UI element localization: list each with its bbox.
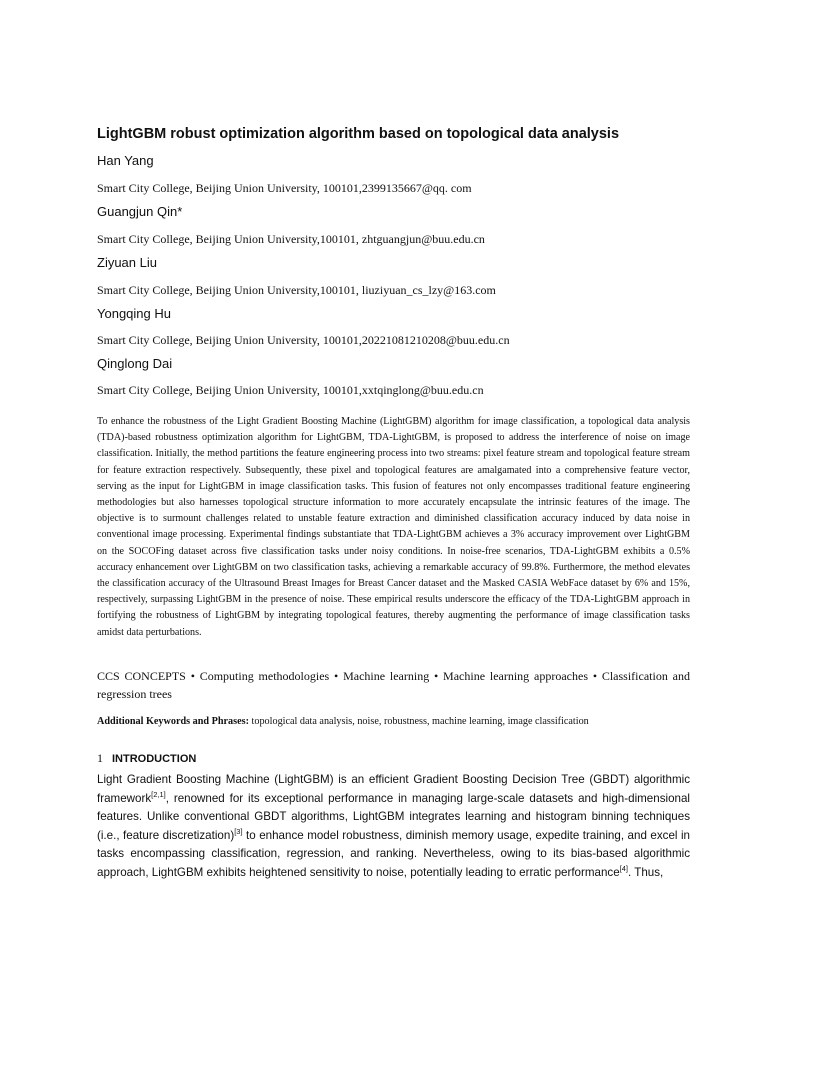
- section-heading: [97, 751, 196, 767]
- citation: [4]: [619, 863, 629, 873]
- intro-paragraph: [97, 771, 690, 882]
- author-name: Yongqing Hu: [97, 306, 171, 321]
- author-name: Qinglong Dai: [97, 356, 173, 371]
- keywords-line: [97, 714, 717, 729]
- abstract-paragraph: To enhance the robustness of the Light Gradient Boosting Machine (LightGBM) algorithm for image classification, a topological data analysis (TDA)-based robustness optimization algorithm for LightGBM, TDA-LightGBM, is proposed to address the interference of noise on image classification. Initially, the method partitions the feature engineering process into two streams: pixel feature stream and topological feature stream for feature extraction respectively. Subsequently, these pixel and topological features are amalgamated into a comprehensive feature vector, serving as the input for LightGBM in image classification tasks. This fusion of features not only encompasses traditional feature engineering methodologies but also harnesses topological structure information to more accurately encapsulate the intrinsic features of the image. The objective is to surmount challenges related to unstable feature extraction and diminished classification accuracy induced by data noise in conventional image processing. Experimental findings substantiate that TDA-LightGBM achieves a 3% accuracy improvement over LightGBM on the SOCOFing dataset across five classification tasks under noisy conditions. In noise-free scenarios, TDA-LightGBM exhibits a 0.5% accuracy enhancement over LightGBM on two classification tasks, achieving a remarkable accuracy of 99.8%. Furthermore, the method elevates the classification accuracy of the Ultrasound Breast Images for Breast Cancer dataset and the Masked CASIA WebFace dataset by 6% and 15%, respectively, surpassing LightGBM in the presence of noise. These empirical results underscore the efficacy of the TDA-LightGBM approach in fortifying the robustness of LightGBM by integrating topological features, thereby augmenting the performance of image classification tasks amidst data perturbations.: [97, 416, 690, 638]
- author-name: Guangjun Qin*: [97, 204, 183, 219]
- section-title: INTRODUCTION: [112, 753, 197, 765]
- intro-text: Light Gradient Boosting Machine (LightGBM) is an efficient Gradient Boosting Decision Tree (GBDT) algorithmic framework: [97, 773, 690, 805]
- intro-text: . Thus,: [628, 865, 664, 879]
- author-affiliation: Smart City College, Beijing Union University, 100101,20221081210208@buu.edu.cn: [97, 333, 510, 347]
- author-affiliation: Smart City College, Beijing Union University, 100101,xxtqinglong@buu.edu.cn: [97, 383, 484, 397]
- author-affiliation: Smart City College, Beijing Union University, 100101,2399135667@qq. com: [97, 181, 472, 195]
- intro-text: , renowned for its exceptional performance in managing large-scale datasets and high-dimensional features. Unlike conventional GBDT algorithms, LightGBM integrates learning and histogram binning techniques (i.e., feature discretization): [97, 791, 690, 842]
- ccs-concepts: CCS CONCEPTS • Computing methodologies • Machine learning • Machine learning approaches • Classification and regression trees: [97, 669, 690, 701]
- paper-title: LightGBM robust optimization algorithm based on topological data analysis: [97, 126, 620, 142]
- author-affiliation: Smart City College, Beijing Union University,100101, zhtguangjun@buu.edu.cn: [97, 232, 485, 246]
- author-name: Ziyuan Liu: [97, 255, 157, 270]
- keywords-label: Additional Keywords and Phrases:: [97, 716, 249, 727]
- author-affiliation: Smart City College, Beijing Union University,100101, liuziyuan_cs_lzy@163.com: [97, 283, 496, 297]
- intro-text: to enhance model robustness, diminish memory usage, expedite training, and excel in tasks encompassing classification, regression, and ranking. Nevertheless, owing to its bias-based algorithmic approach, LightGBM exhibits heightened sensitivity to noise, potentially leading to erratic performance: [97, 828, 690, 879]
- citation: [3]: [234, 826, 243, 836]
- citation: [2,1]: [151, 789, 166, 799]
- keywords-text: topological data analysis, noise, robustness, machine learning, image classification: [251, 716, 589, 727]
- section-number: 1: [97, 751, 103, 765]
- author-name: Han Yang: [97, 153, 154, 168]
